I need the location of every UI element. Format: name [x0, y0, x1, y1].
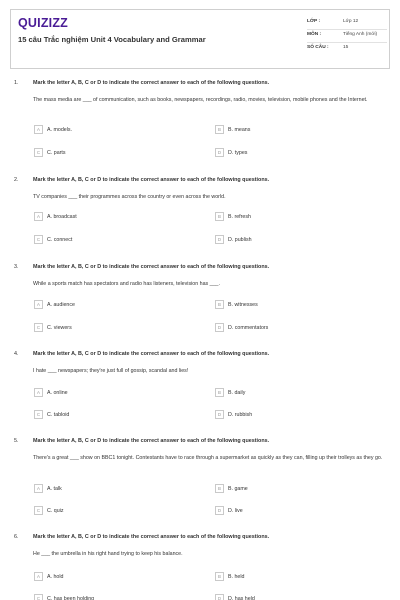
option-letter-box: A [34, 484, 43, 493]
option-text: C. parts [47, 150, 66, 156]
meta-subject-value: Tiếng Anh (mới) [343, 32, 378, 37]
quizizz-logo: QUIZIZZ [18, 16, 69, 30]
question-number: 6. [14, 534, 19, 540]
option-text: C. quiz [47, 508, 64, 514]
option-text: D. live [228, 508, 243, 514]
meta-class-label: LỚP : [307, 19, 321, 24]
option-text: D. has held [228, 596, 255, 600]
option-letter-box: B [215, 572, 224, 581]
option-text: C. tabloid [47, 412, 70, 418]
question-text: There's a great ___ show on BBC1 tonight. Contestants have to race through a supermarket as quickly as they can, filling up their trolleys as they go. [33, 455, 383, 461]
option-letter-box: B [215, 125, 224, 134]
question-5 [10, 438, 390, 522]
question-1 [10, 80, 390, 164]
question-instruction: Mark the letter A, B, C or D to indicate the correct answer to each of the following questions. [33, 534, 270, 540]
option-text: C. connect [47, 237, 73, 243]
question-instruction: Mark the letter A, B, C or D to indicate the correct answer to each of the following questions. [33, 80, 270, 86]
option-letter-box: A [34, 388, 43, 397]
option-text: B. means [228, 127, 251, 133]
question-instruction: Mark the letter A, B, C or D to indicate the correct answer to each of the following questions. [33, 177, 270, 183]
option-letter-box: A [34, 300, 43, 309]
option-letter-box: B [215, 484, 224, 493]
option-text: A. talk [47, 486, 62, 492]
option-text: D. types [228, 150, 248, 156]
question-text: I hate ___ newspapers; they're just full of gossip, scandal and lies! [33, 368, 189, 374]
worksheet-title: 15 câu Trắc nghiệm Unit 4 Vocabulary and Grammar [18, 35, 206, 44]
question-2 [10, 177, 390, 251]
question-6 [10, 534, 390, 600]
meta-class-row [307, 17, 387, 30]
question-instruction: Mark the letter A, B, C or D to indicate the correct answer to each of the following questions. [33, 351, 270, 357]
option-text: A. broadcast [47, 214, 77, 220]
worksheet-header [10, 9, 390, 69]
option-text: C. has been holding [47, 596, 95, 600]
option-letter-box: B [215, 212, 224, 221]
option-letter-box: D [215, 148, 224, 157]
option-text: D. commentators [228, 325, 269, 331]
option-letter-box: C [34, 148, 43, 157]
question-text: The mass media are ___ of communication, such as books, newspapers, recordings, radio, movies, television, mobile phones and the Internet. [33, 97, 368, 103]
meta-count-row [307, 43, 387, 55]
question-number: 1. [14, 80, 19, 86]
question-3 [10, 264, 390, 338]
option-letter-box: A [34, 572, 43, 581]
option-letter-box: B [215, 300, 224, 309]
option-letter-box: D [215, 594, 224, 600]
option-letter-box: D [215, 410, 224, 419]
meta-count-label: SỐ CÂU : [307, 45, 329, 50]
option-text: B. witnesses [228, 302, 258, 308]
option-text: B. game [228, 486, 248, 492]
question-number: 4. [14, 351, 19, 357]
worksheet-meta [307, 17, 387, 55]
option-letter-box: A [34, 212, 43, 221]
meta-subject-label: MÔN : [307, 32, 322, 37]
question-text: TV companies ___ their programmes across the country or even across the world. [33, 194, 226, 200]
option-letter-box: D [215, 235, 224, 244]
option-letter-box: C [34, 235, 43, 244]
option-letter-box: C [34, 323, 43, 332]
option-letter-box: B [215, 388, 224, 397]
question-instruction: Mark the letter A, B, C or D to indicate the correct answer to each of the following questions. [33, 264, 270, 270]
option-text: A. models. [47, 127, 73, 133]
option-text: A. online [47, 390, 68, 396]
meta-class-value: Lớp 12 [343, 19, 359, 24]
option-text: D. rubbish [228, 412, 253, 418]
option-text: A. audience [47, 302, 75, 308]
question-text: While a sports match has spectators and radio has listeners, television has ___. [33, 281, 220, 287]
question-text: He ___ the umbrella in his right hand trying to keep his balance. [33, 551, 183, 557]
question-number: 3. [14, 264, 19, 270]
meta-subject-row [307, 30, 387, 43]
option-text: D. publish [228, 237, 252, 243]
option-text: A. hold [47, 574, 64, 580]
option-letter-box: D [215, 323, 224, 332]
question-4 [10, 351, 390, 425]
option-text: B. daily [228, 390, 246, 396]
question-number: 2. [14, 177, 19, 183]
option-text: B. refresh [228, 214, 251, 220]
question-instruction: Mark the letter A, B, C or D to indicate the correct answer to each of the following questions. [33, 438, 270, 444]
option-text: C. viewers [47, 325, 72, 331]
question-number: 5. [14, 438, 19, 444]
meta-count-value: 15 [343, 45, 349, 50]
option-letter-box: C [34, 506, 43, 515]
option-letter-box: C [34, 410, 43, 419]
option-letter-box: C [34, 594, 43, 600]
option-letter-box: D [215, 506, 224, 515]
option-text: B. held [228, 574, 245, 580]
option-letter-box: A [34, 125, 43, 134]
